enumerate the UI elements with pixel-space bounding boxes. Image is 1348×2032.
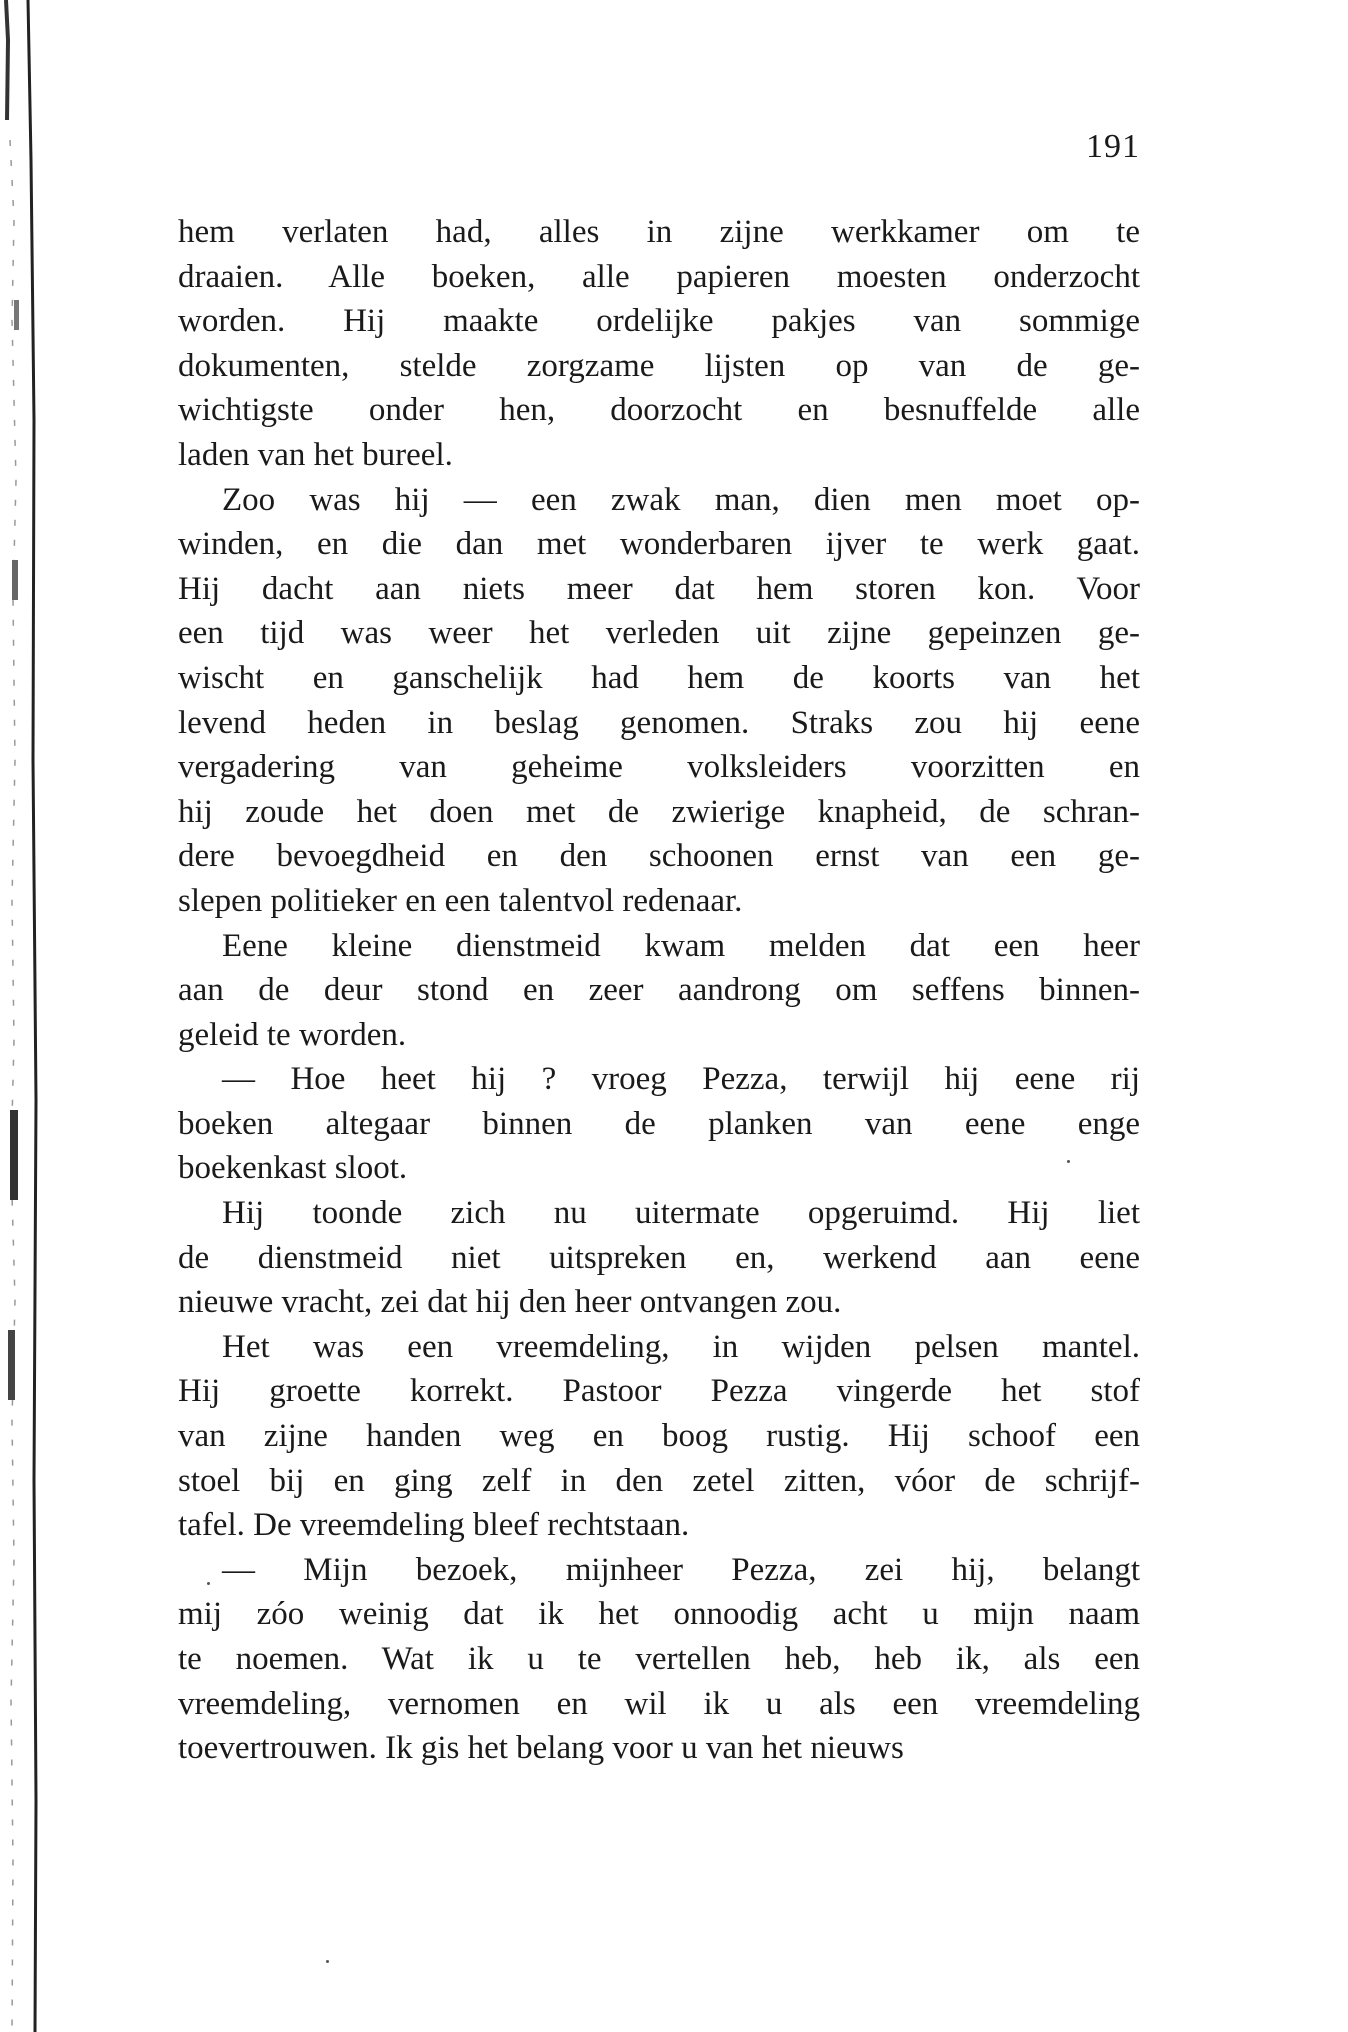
scan-speck: [326, 1960, 329, 1963]
text-line: boekenkast sloot.: [178, 1150, 408, 1187]
text-line: Hij groette korrekt. Pastoor Pezza vingerde het stof: [178, 1373, 1140, 1410]
paragraph-container: [178, 210, 1140, 1771]
text-line: — Mijn bezoek, mijnheer Pezza, zei hij, belangt: [222, 1551, 1140, 1588]
text-line: Hij toonde zich nu uitermate opgeruimd. Hij liet: [222, 1195, 1140, 1232]
text-line: dokumenten, stelde zorgzame lijsten op van de ge-: [178, 347, 1140, 384]
text-line: slepen politieker en een talentvol redenaar.: [178, 882, 743, 919]
text-line: Zoo was hij — een zwak man, dien men moet op-: [222, 481, 1140, 518]
text-line: Hij dacht aan niets meer dat hem storen kon. Voor: [178, 570, 1140, 607]
paragraph: [178, 210, 1140, 478]
text-line: vergadering van geheime volksleiders voorzitten en: [178, 749, 1140, 786]
paragraph: [178, 1325, 1140, 1548]
text-line: toevertrouwen. Ik gis het belang voor u van het nieuws: [178, 1730, 904, 1767]
scan-speck: [1067, 1160, 1070, 1163]
text-line: tafel. De vreemdeling bleef rechtstaan.: [178, 1507, 690, 1544]
text-line: te noemen. Wat ik u te vertellen heb, heb ik, als een: [178, 1641, 1140, 1677]
text-line: wichtigste onder hen, doorzocht en besnuffelde alle: [178, 392, 1140, 429]
text-line: vreemdeling, vernomen en wil ik u als een vreemdeling: [178, 1685, 1140, 1722]
paragraph: [178, 1191, 1140, 1325]
paragraph: [178, 1548, 1140, 1771]
text-line: geleid te worden.: [178, 1016, 407, 1053]
page-number: 191: [1086, 128, 1140, 165]
text-line: laden van het bureel.: [178, 436, 453, 473]
body-text: [178, 210, 1140, 1771]
text-line: — Hoe heet hij ? vroeg Pezza, terwijl hij eene rij: [222, 1061, 1140, 1098]
text-line: worden. Hij maakte ordelijke pakjes van sommige: [178, 303, 1140, 340]
text-line: nieuwe vracht, zei dat hij den heer ontvangen zou.: [178, 1284, 842, 1321]
text-line: draaien. Alle boeken, alle papieren moesten onderzocht: [178, 258, 1140, 295]
paragraph: [178, 924, 1140, 1058]
binding-edge-shadow: [0, 0, 40, 2032]
text-line: van zijne handen weg en boog rustig. Hij schoof een: [178, 1418, 1140, 1455]
text-line: hij zoude het doen met de zwierige knapheid, de schran-: [178, 793, 1140, 830]
text-line: boeken altegaar binnen de planken van eene enge: [178, 1105, 1140, 1142]
text-line: wischt en ganschelijk had hem de koorts van het: [178, 659, 1140, 696]
text-line: mij zóo weinig dat ik het onnoodig acht u mijn naam: [178, 1596, 1140, 1633]
paragraph: [178, 1057, 1140, 1191]
scan-speck: [207, 1582, 210, 1585]
text-line: een tijd was weer het verleden uit zijne gepeinzen ge-: [178, 615, 1140, 652]
text-line: Het was een vreemdeling, in wijden pelsen mantel.: [222, 1328, 1140, 1365]
text-line: winden, en die dan met wonderbaren ijver te werk gaat.: [178, 526, 1140, 563]
text-line: dere bevoegdheid en den schoonen ernst van een ge-: [178, 838, 1140, 875]
text-line: hem verlaten had, alles in zijne werkkamer om te: [178, 214, 1140, 250]
paragraph: [178, 478, 1140, 924]
text-line: levend heden in beslag genomen. Straks zou hij eene: [178, 704, 1140, 741]
text-line: Eene kleine dienstmeid kwam melden dat een heer: [222, 927, 1140, 964]
text-line: stoel bij en ging zelf in den zetel zitten, vóor de schrijf-: [178, 1462, 1140, 1499]
text-line: de dienstmeid niet uitspreken en, werkend aan eene: [178, 1239, 1140, 1276]
text-line: aan de deur stond en zeer aandrong om seffens binnen-: [178, 972, 1140, 1009]
